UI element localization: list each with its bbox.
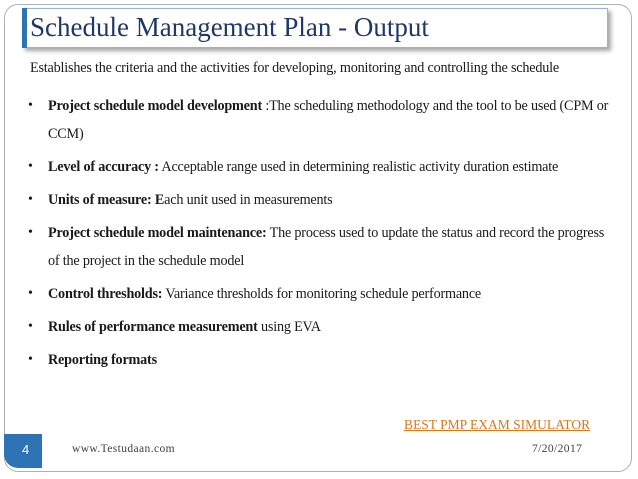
bullet-dot-icon: • xyxy=(28,159,33,174)
bullet-dot-icon: • xyxy=(28,225,33,240)
bullet-dot-icon: • xyxy=(28,352,33,367)
bullet-description: :The scheduling methodology and the tool to be used (CPM or CCM) xyxy=(48,98,609,142)
bullet-item xyxy=(28,92,618,148)
bullet-term: Reporting formats xyxy=(48,352,157,368)
bullet-term: Rules of performance measurement xyxy=(48,319,258,335)
title-accent-bar xyxy=(22,8,27,48)
bullet-item xyxy=(28,219,618,275)
bullet-item xyxy=(28,186,618,214)
bullet-dot-icon: • xyxy=(28,192,33,207)
footer-url: www.Testudaan.com xyxy=(72,443,175,455)
footer-date: 7/20/2017 xyxy=(532,443,583,455)
bullet-dot-icon: • xyxy=(28,98,33,113)
bullet-list xyxy=(28,92,618,379)
intro-text: Establishes the criteria and the activities for developing, monitoring and controlling the schedule xyxy=(30,60,560,76)
bullet-item xyxy=(28,313,618,341)
bullet-term: Control thresholds: xyxy=(48,286,163,302)
bullet-description: Variance thresholds for monitoring schedule performance xyxy=(162,286,482,302)
bullet-item xyxy=(28,153,618,181)
exam-simulator-link[interactable]: BEST PMP EXAM SIMULATOR xyxy=(404,417,591,432)
slide-title: Schedule Management Plan - Output xyxy=(30,12,429,42)
bullet-term: Level of accuracy : xyxy=(48,159,159,175)
bullet-item xyxy=(28,280,618,308)
bullet-description: The process used to update the status and record the progress of the project in the schedule model xyxy=(48,225,605,269)
page-number: 4 xyxy=(22,442,30,457)
page-number-badge xyxy=(4,434,42,468)
bullet-description: ach unit used in measurements xyxy=(164,192,333,208)
bullet-description: using EVA xyxy=(257,319,321,335)
bullet-dot-icon: • xyxy=(28,286,33,301)
bullet-term: Project schedule model maintenance: xyxy=(48,225,267,241)
bullet-description: Acceptable range used in determining realistic activity duration estimate xyxy=(158,159,559,175)
bullet-dot-icon: • xyxy=(28,319,33,334)
bullet-term: Project schedule model development xyxy=(48,98,262,114)
bullet-item xyxy=(28,346,618,374)
bullet-term: Units of measure: E xyxy=(48,192,165,208)
